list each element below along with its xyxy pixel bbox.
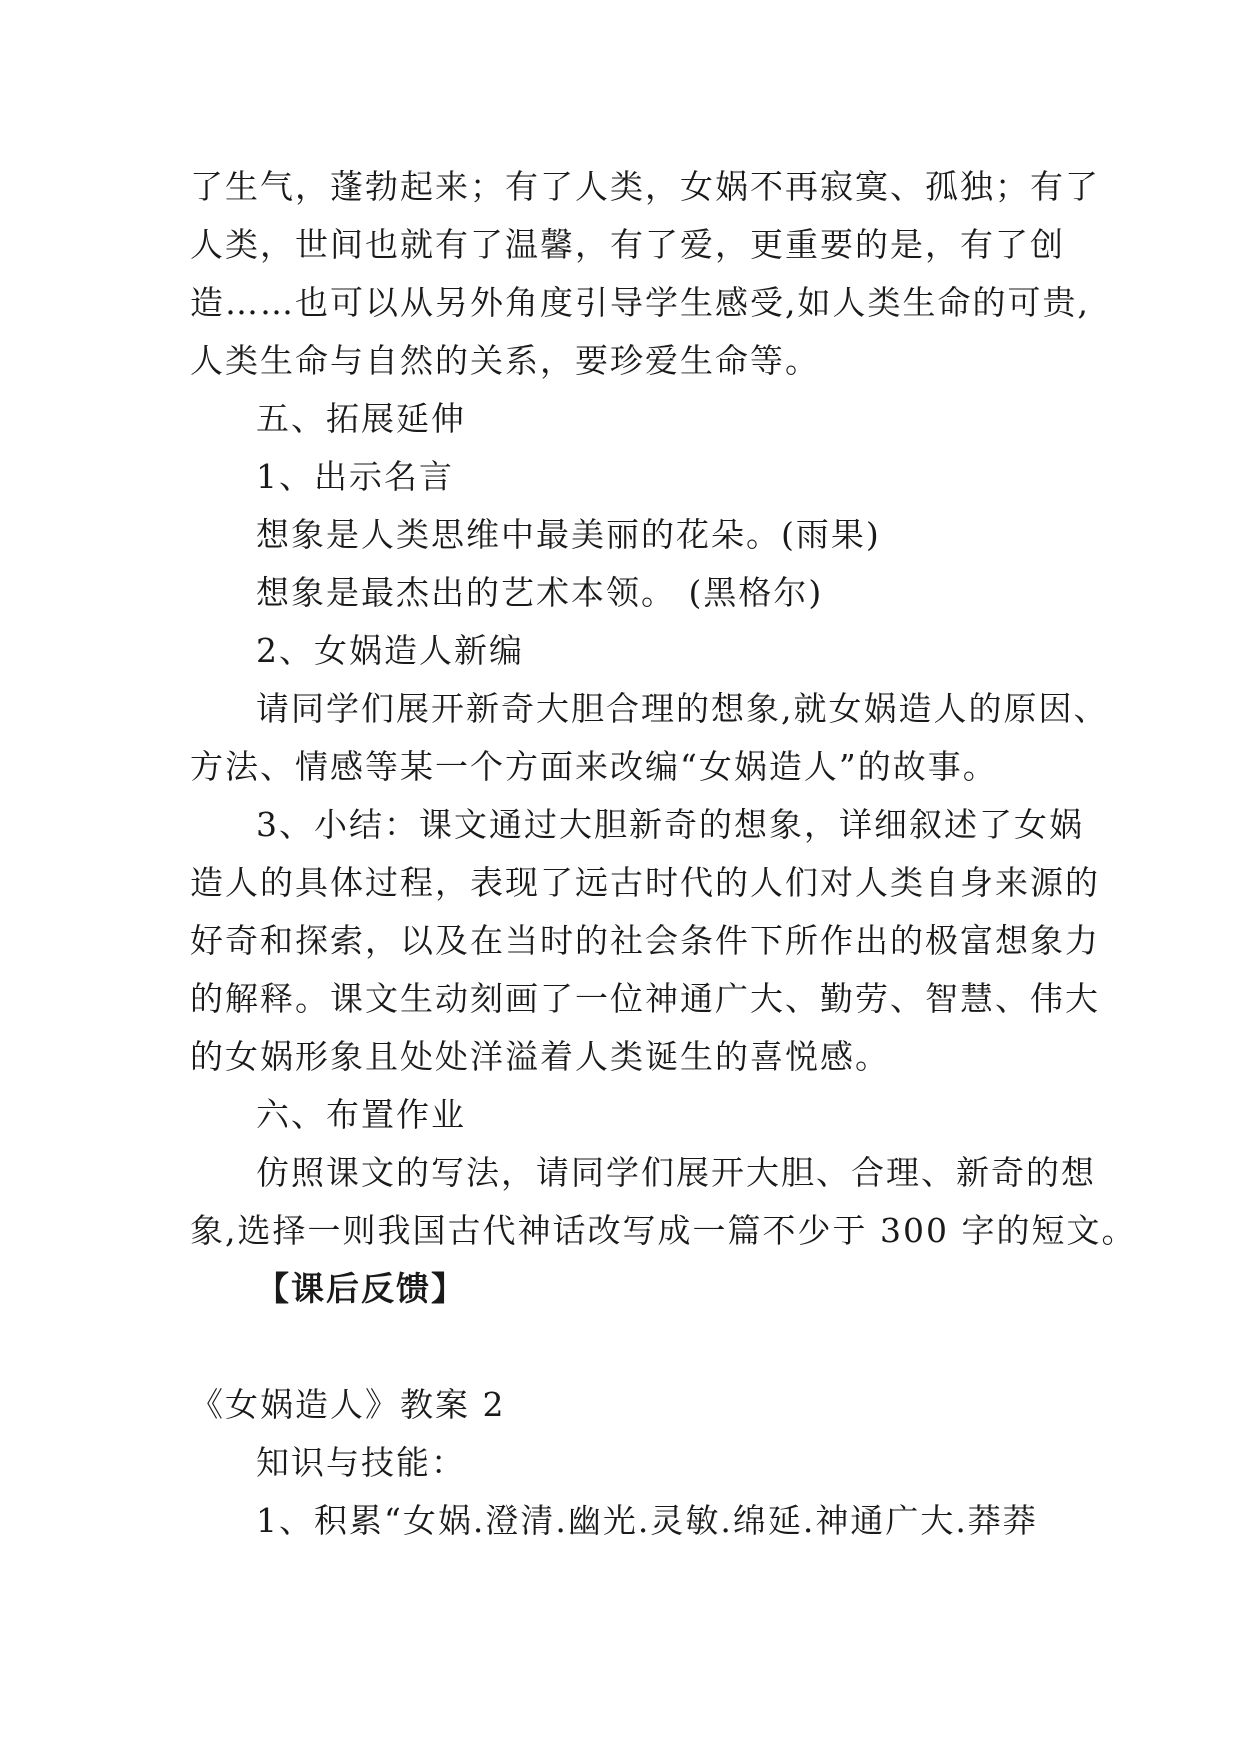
paragraph-line: 1、积累“女娲.澄清.幽光.灵敏.绵延.神通广大.莽莽 [256,1501,1038,1540]
section-heading: 五、拓展延伸 [256,399,466,438]
paragraph-line: 请同学们展开新奇大胆合理的想象,就女娲造人的原因、 [256,689,1109,728]
paragraph-line: 好奇和探索，以及在当时的社会条件下所作出的极富想象力 [190,921,1100,960]
paragraph-line: 了生气，蓬勃起来；有了人类，女娲不再寂寞、孤独；有了 [190,167,1100,206]
quote-line: 想象是人类思维中最美丽的花朵。(雨果) [256,515,881,554]
document-title: 《女娲造人》教案 2 [190,1385,506,1424]
paragraph-line: 的解释。课文生动刻画了一位神通广大、勤劳、智慧、伟大 [190,979,1100,1018]
paragraph-line: 3、小结：课文通过大胆新奇的想象，详细叙述了女娲 [256,805,1084,844]
paragraph-line: 人类生命与自然的关系，要珍爱生命等。 [190,341,820,380]
quote-line: 想象是最杰出的艺术本领。 (黑格尔) [256,573,824,612]
feedback-heading: 【课后反馈】 [256,1269,466,1308]
paragraph-line: 造……也可以从另外角度引导学生感受,如人类生命的可贵, [190,283,1090,322]
paragraph-line: 造人的具体过程，表现了远古时代的人们对人类自身来源的 [190,863,1100,902]
paragraph-line: 方法、情感等某一个方面来改编“女娲造人”的故事。 [190,747,998,786]
paragraph-line: 的女娲形象且处处洋溢着人类诞生的喜悦感。 [190,1037,890,1076]
subsection-heading: 2、女娲造人新编 [256,631,524,670]
paragraph-line: 人类，世间也就有了温馨，有了爱，更重要的是，有了创 [190,225,1065,264]
section-heading: 六、布置作业 [256,1095,466,1134]
paragraph-line: 象,选择一则我国古代神话改写成一篇不少于 300 字的短文。 [190,1211,1137,1250]
subsection-heading: 1、出示名言 [256,457,454,496]
paragraph-line: 仿照课文的写法，请同学们展开大胆、合理、新奇的想 [256,1153,1096,1192]
section-heading: 知识与技能： [256,1443,466,1482]
